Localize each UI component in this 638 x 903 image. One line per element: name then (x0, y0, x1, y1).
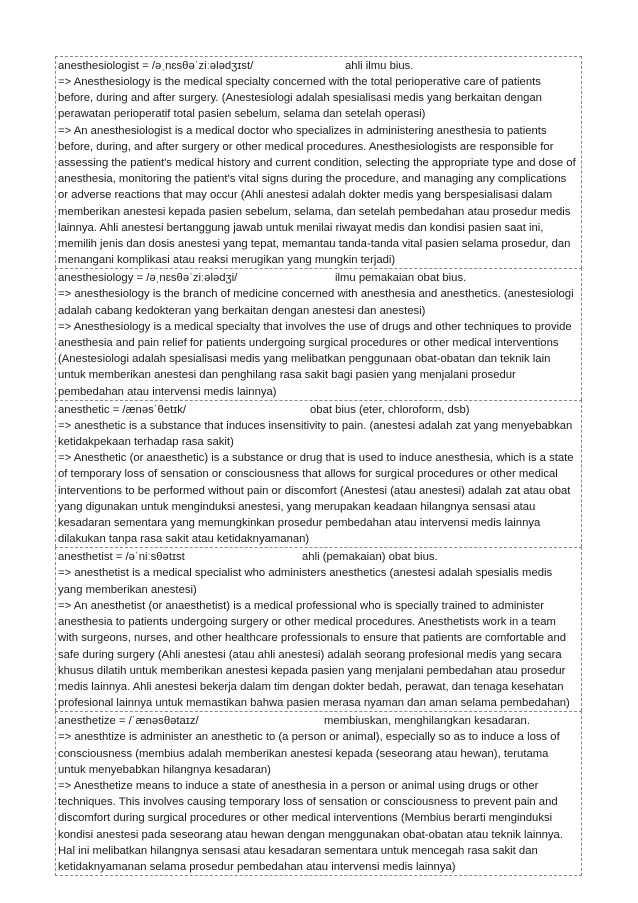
definition: => An anesthetist (or anaesthetist) is a medical professional who is specially trained to administer anesthesia to patients undergoing surgery or other medical procedures. Anesthetists work in a team with surgeons, nurses, and other healthcare professionals to ensure that patients are comfortable and safe during surgery (Ahli anestesi (atau ahli anestesi) adalah seorang profesional medis yang secara khusus dilatih untuk memberikan anestesi kepada pasien yang menjalani pembedahan atau prosedur medis lainnya. Ahli anestesi bekerja dalam tim dengan dokter bedah, perawat, dan tenaga kesehatan profesional lainnya untuk memastikan bahwa pasien merasa nyaman dan aman selama pembedahan) (58, 599, 570, 710)
headword: anesthesiologist = /əˌnɛsθəˈziːələdʒɪst/ (58, 60, 254, 72)
definition: => Anesthesiology is the medical specialty concerned with the total perioperative care of patients before, during and after surgery. (Anestesiologi adalah spesialisasi medis yang berkaitan dengan perawatan perioperatif total pasien sebelum, selama dan setelah operasi) (58, 76, 542, 121)
entry-anesthesiologist (55, 56, 582, 268)
gloss: ahli (pemakaian) obat bius. (302, 551, 438, 564)
definition: => anesthesiology is the branch of medicine concerned with anesthesia and anesthetics. (anestesiologi adalah cabang kedokteran yang berkaitan dengan anestesi dan anestesi) (58, 288, 574, 317)
entry-headline (58, 549, 579, 565)
definition: => anesthetist is a medical specialist who administers anesthetics (anestesi adalah spesialis medis yang memberikan anestesi) (58, 567, 553, 596)
definition: => Anesthetic (or anaesthetic) is a substance or drug that is used to induce anesthesia, which is a state of temporary loss of sensation or consciousness that allows for surgical procedures or other medical interventions to be performed without pain or discomfort (Anestesi (atau anestesi) adalah zat atau obat yang digunakan untuk menginduksi anestesi, yang merupakan keadaan hilangnya sensasi atau kesadaran sementara yang memungkinkan prosedur pembedahan atau intervensi medis lainnya dilakukan tanpa rasa sakit atau ketidaknyamanan) (58, 452, 574, 546)
headword: anesthetic = /ænəsˈθetɪk/ (58, 403, 187, 416)
definition: => anesthetic is a substance that induces insensitivity to pain. (anestesi adalah zat yang menyebabkan ketidakpekaan terhadap rasa sakit) (58, 419, 573, 449)
headword: anesthetize = /ˈænəsθətaɪz/ (58, 715, 199, 728)
headword: anesthesiology = /əˌnɛsθəˈziːələdʒi/ (58, 272, 238, 285)
entry-anesthetize (55, 711, 582, 876)
gloss: ilmu pemakaian obat bius. (335, 272, 467, 285)
gloss: ahli ilmu bius. (345, 60, 414, 72)
entry-headline (58, 402, 579, 418)
glossary-page (55, 56, 582, 876)
gloss: obat bius (eter, chloroform, dsb) (310, 403, 470, 416)
entry-anesthetist (55, 547, 582, 711)
entry-headline (58, 270, 579, 286)
entry-headline (58, 58, 579, 74)
definition: => anesthtize is administer an anesthetic to (a person or animal), especially so as to induce a loss of consciousness (membius adalah memberikan anestesi kepada (seseorang atau hewan), terutama untuk menyebabkan hilangnya kesadaran) (58, 731, 560, 776)
headword: anesthetist = /əˈniːsθətɪst (58, 551, 185, 564)
entry-anesthetic (55, 400, 582, 548)
definition: => An anesthesiologist is a medical doctor who specializes in administering anesthesia to patients before, during, and after surgery or other medical procedures. Anesthesiologists are responsible for assessing the patient's medical history and current condition, selecting the appropriate type and dose of anesthesia, monitoring the patient's vital signs during the procedure, and managing any complications or adverse reactions that may occur (Ahli anestesi adalah dokter medis yang berspesialisasi dalam memberikan anestesi kepada pasien sebelum, selama, dan setelah pembedahan atau prosedur medis lainnya. Ahli anestesi bertanggung jawab untuk menilai riwayat medis dan kondisi pasien saat ini, memilih jenis dan dosis anestesi yang tepat, memantau tanda-tanda vital pasien selama prosedur, dan menangani komplikasi atau reaksi merugikan yang mungkin terjadi) (58, 124, 576, 267)
definition: => Anesthesiology is a medical specialty that involves the use of drugs and other techniques to provide anesthesia and pain relief for patients undergoing surgical procedures or other medical interventions (Anestesiologi adalah spesialisasi medis yang melibatkan penggunaan obat-obatan dan teknik lain untuk memberikan anestesi dan penghilang rasa sakit bagi pasien yang menjalani prosedur pembedahan atau intervensi medis lainnya) (58, 320, 572, 398)
definition: => Anesthetize means to induce a state of anesthesia in a person or animal using drugs or other techniques. This involves causing temporary loss of sensation or consciousness to prevent pain and discomfort during surgical procedures or other medical interventions (Membius berarti menginduksi kondisi anestesi pada seseorang atau hewan dengan menggunakan obat-obatan atau teknik lainnya. Hal ini melibatkan hilangnya sensasi atau kesadaran sementara untuk mencegah rasa sakit dan ketidaknyamanan selama prosedur pembedahan atau intervensi medis lainnya) (58, 779, 563, 873)
entry-anesthesiology (55, 268, 582, 399)
gloss: membiuskan, menghilangkan kesadaran. (324, 715, 530, 728)
entry-headline (58, 713, 579, 729)
